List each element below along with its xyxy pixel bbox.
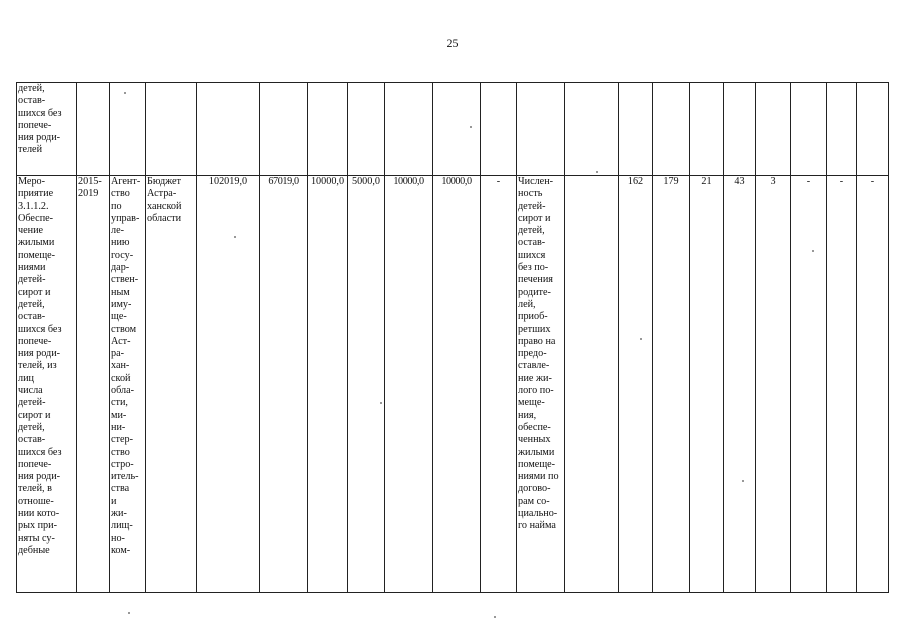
text-line: 2015- bbox=[78, 176, 102, 187]
text-line: детей- bbox=[518, 200, 546, 212]
text-line: стер- bbox=[111, 434, 133, 446]
text-line: ченных bbox=[518, 434, 551, 446]
text-line: ком- bbox=[111, 544, 131, 556]
text-line: ми- bbox=[111, 409, 127, 421]
text-line: печения bbox=[518, 274, 553, 286]
cell-amount-2018: 10000,0 bbox=[385, 176, 433, 593]
cell-dash: - bbox=[791, 176, 827, 593]
text-line: помеще- bbox=[518, 458, 556, 470]
text-line: шихся без bbox=[18, 446, 62, 458]
scan-speck bbox=[596, 171, 598, 173]
cell-indicator-name bbox=[517, 176, 565, 593]
text-line: хан- bbox=[111, 360, 130, 372]
empty-cell bbox=[385, 83, 433, 176]
text-line: телей, из bbox=[18, 360, 57, 372]
text-line: обеспе- bbox=[518, 421, 551, 433]
text-line: шихся bbox=[518, 249, 546, 261]
text-line: ние жи- bbox=[518, 372, 552, 384]
program-table bbox=[16, 82, 889, 593]
text-line: меще- bbox=[518, 397, 545, 409]
text-line: но- bbox=[111, 532, 125, 544]
scan-speck bbox=[128, 612, 130, 614]
scan-speck bbox=[640, 338, 642, 340]
text-line: ния, bbox=[518, 409, 537, 421]
text-line: шихся без bbox=[18, 323, 62, 335]
text-line: циально- bbox=[518, 508, 558, 520]
text-line: по bbox=[111, 200, 122, 212]
table-row bbox=[17, 176, 889, 593]
empty-cell bbox=[433, 83, 481, 176]
text-line: ствен- bbox=[111, 274, 139, 286]
text-line: ство bbox=[111, 188, 130, 200]
text-line: ра- bbox=[111, 348, 125, 360]
text-line: рам со- bbox=[518, 495, 550, 507]
text-line: и bbox=[111, 495, 117, 507]
empty-cell bbox=[791, 83, 827, 176]
text-line: Аст- bbox=[111, 335, 131, 347]
text-line: ства bbox=[111, 483, 130, 495]
scan-speck bbox=[494, 616, 496, 618]
empty-cell bbox=[827, 83, 857, 176]
text-line: ставле- bbox=[518, 360, 550, 372]
empty-cell bbox=[348, 83, 385, 176]
cell-executor bbox=[110, 176, 146, 593]
text-line: ниями по bbox=[518, 471, 559, 483]
text-line: лей, bbox=[518, 298, 536, 310]
cell-dash: - bbox=[857, 176, 889, 593]
text-line: без по- bbox=[518, 262, 549, 274]
empty-cell bbox=[481, 83, 517, 176]
text-line: приоб- bbox=[518, 311, 548, 323]
table-row bbox=[17, 83, 889, 176]
text-line: ством bbox=[111, 323, 137, 335]
cell-indicator-value: 179 bbox=[653, 176, 690, 593]
empty-cell bbox=[619, 83, 653, 176]
cell-dash: - bbox=[481, 176, 517, 593]
text-line: детей- bbox=[18, 397, 46, 409]
text-line: ще- bbox=[111, 311, 127, 323]
text-line: сирот и bbox=[18, 286, 51, 298]
cell-period bbox=[77, 176, 110, 593]
cell-indicator-value: 21 bbox=[690, 176, 724, 593]
text-line: телей bbox=[18, 144, 43, 156]
cell-amount-2017: 5000,0 bbox=[348, 176, 385, 593]
text-line: остав- bbox=[18, 434, 46, 446]
empty-cell bbox=[197, 83, 260, 176]
text-line: сирот и bbox=[18, 409, 51, 421]
text-line: право на bbox=[518, 335, 556, 347]
text-line: детей, bbox=[18, 83, 45, 94]
text-line: ния роди- bbox=[18, 471, 61, 483]
text-line: детей, bbox=[518, 225, 545, 237]
text-line: области bbox=[147, 212, 182, 224]
scan-speck bbox=[380, 402, 382, 404]
text-line: отноше- bbox=[18, 495, 54, 507]
text-line: сирот и bbox=[518, 212, 551, 224]
text-line: лищ- bbox=[111, 520, 133, 532]
text-line: телей, в bbox=[18, 483, 52, 495]
text-line: ность bbox=[518, 188, 543, 200]
text-line: иму- bbox=[111, 298, 132, 310]
text-line: нии кото- bbox=[18, 508, 60, 520]
cell-amount-2016: 10000,0 bbox=[308, 176, 348, 593]
text-line: ле- bbox=[111, 225, 124, 237]
text-line: Меро- bbox=[18, 176, 46, 187]
scan-speck bbox=[742, 480, 744, 482]
empty-cell bbox=[146, 83, 197, 176]
cell-indicator-value: 3 bbox=[756, 176, 791, 593]
empty-cell bbox=[690, 83, 724, 176]
text-line: 2019 bbox=[78, 188, 99, 200]
text-line: числа bbox=[18, 385, 43, 397]
text-line: Агент- bbox=[111, 176, 141, 187]
text-line: дар- bbox=[111, 262, 130, 274]
text-line: жилыми bbox=[18, 237, 55, 249]
text-line: управ- bbox=[111, 212, 140, 224]
scan-speck bbox=[812, 250, 814, 252]
text-line: Обеспе- bbox=[18, 212, 54, 224]
cell-amount-2015: 67019,0 bbox=[260, 176, 308, 593]
text-line: ство bbox=[111, 446, 130, 458]
cell-amount-2019: 10000,0 bbox=[433, 176, 481, 593]
scan-speck bbox=[470, 126, 472, 128]
text-line: дебные bbox=[18, 544, 50, 556]
empty-cell bbox=[110, 83, 146, 176]
text-line: няты су- bbox=[18, 532, 55, 544]
text-line: попече- bbox=[18, 119, 52, 131]
text-line: попече- bbox=[18, 458, 52, 470]
text-line: приятие bbox=[18, 188, 54, 200]
text-line: помеще- bbox=[18, 249, 56, 261]
empty-cell bbox=[565, 83, 619, 176]
scan-speck bbox=[234, 236, 236, 238]
text-line: рых при- bbox=[18, 520, 57, 532]
text-line: детей- bbox=[18, 274, 46, 286]
text-line: догово- bbox=[518, 483, 551, 495]
text-line: предо- bbox=[518, 348, 547, 360]
text-line: шихся без bbox=[18, 107, 62, 119]
text-line: ни- bbox=[111, 421, 126, 433]
text-line: лиц bbox=[18, 372, 34, 384]
text-line: ской bbox=[111, 372, 131, 384]
empty-cell bbox=[517, 83, 565, 176]
empty-cell bbox=[857, 83, 889, 176]
empty-cell bbox=[756, 83, 791, 176]
cell-measure-continued bbox=[17, 83, 77, 176]
text-line: госу- bbox=[111, 249, 134, 261]
text-line: ниями bbox=[18, 262, 46, 274]
text-line: нию bbox=[111, 237, 130, 249]
text-line: Астра- bbox=[147, 188, 177, 200]
cell-amount-total: 102019,0 bbox=[197, 176, 260, 593]
text-line: 3.1.1.2. bbox=[18, 200, 49, 212]
text-line: ханской bbox=[147, 200, 182, 212]
text-line: сти, bbox=[111, 397, 128, 409]
text-line: чение bbox=[18, 225, 44, 237]
cell-dash: - bbox=[827, 176, 857, 593]
empty-cell bbox=[77, 83, 110, 176]
text-line: лого по- bbox=[518, 385, 554, 397]
text-line: Бюджет bbox=[147, 176, 182, 187]
cell-indicator-value: 162 bbox=[619, 176, 653, 593]
scan-speck bbox=[124, 92, 126, 94]
text-line: стро- bbox=[111, 458, 134, 470]
text-line: жи- bbox=[111, 508, 127, 520]
empty-cell bbox=[260, 83, 308, 176]
empty-cell bbox=[724, 83, 756, 176]
text-line: го найма bbox=[518, 520, 556, 532]
text-line: родите- bbox=[518, 286, 551, 298]
cell-measure-name bbox=[17, 176, 77, 593]
text-line: обла- bbox=[111, 385, 135, 397]
text-line: Числен- bbox=[518, 176, 554, 187]
empty-cell bbox=[653, 83, 690, 176]
text-line: детей, bbox=[18, 298, 45, 310]
text-line: жилыми bbox=[518, 446, 555, 458]
text-line: ния роди- bbox=[18, 132, 61, 144]
text-line: ретших bbox=[518, 323, 551, 335]
text-line: остав- bbox=[18, 95, 46, 107]
cell-indicator-blank bbox=[565, 176, 619, 593]
text-line: ния роди- bbox=[18, 348, 61, 360]
text-line: ным bbox=[111, 286, 130, 298]
text-line: остав- bbox=[18, 311, 46, 323]
text-line: детей, bbox=[18, 421, 45, 433]
empty-cell bbox=[308, 83, 348, 176]
text-line: попече- bbox=[18, 335, 52, 347]
page-number: 25 bbox=[446, 36, 459, 50]
text-line: итель- bbox=[111, 471, 139, 483]
cell-indicator-value: 43 bbox=[724, 176, 756, 593]
text-line: остав- bbox=[518, 237, 546, 249]
cell-funding-source bbox=[146, 176, 197, 593]
